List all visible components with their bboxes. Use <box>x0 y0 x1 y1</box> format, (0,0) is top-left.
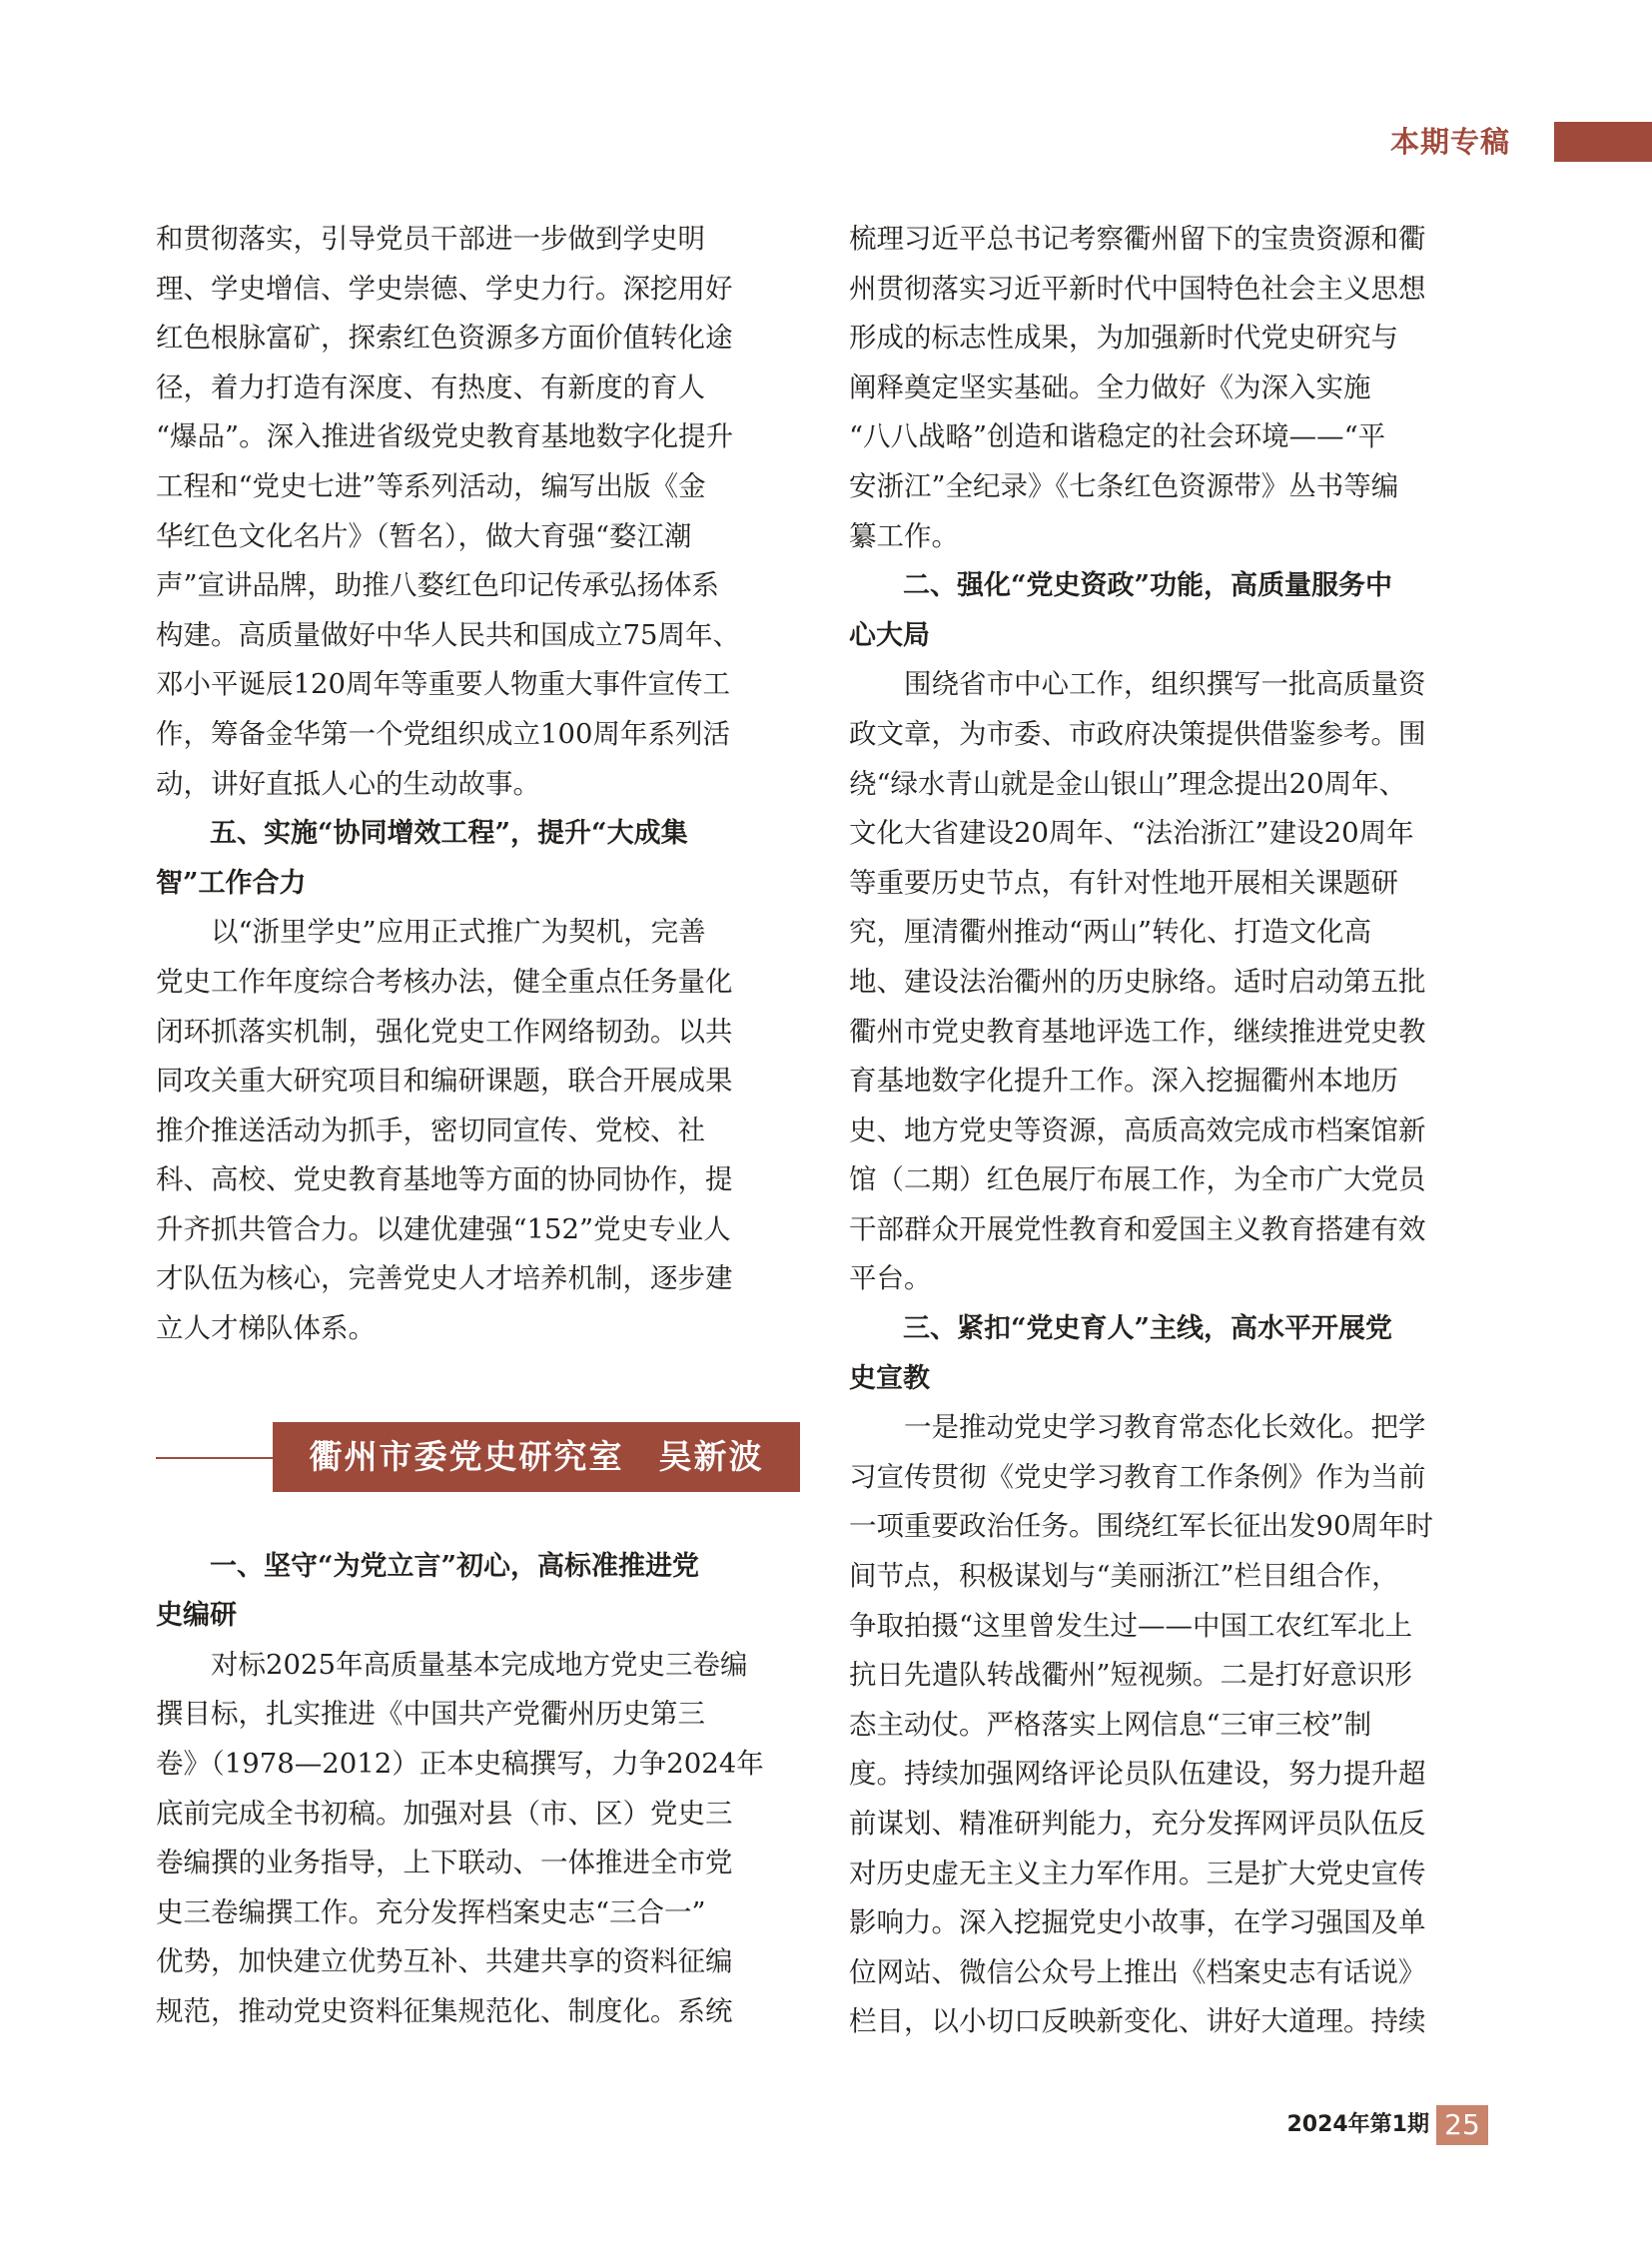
text-line: 撰目标，扎实推进《中国共产党衢州历史第三 <box>156 1698 705 1731</box>
text-line: 文化大省建设20周年、“法治浙江”建设20周年 <box>849 817 1414 850</box>
text-line: 华红色文化名片》（暂名），做大育强“婺江潮 <box>156 519 692 552</box>
text-line: 政文章，为市委、市政府决策提供借鉴参考。围 <box>849 717 1426 750</box>
text-line: 和贯彻落实，引导党员干部进一步做到学史明 <box>156 223 705 255</box>
text-line: 间节点，积极谋划与“美丽浙江”栏目组合作， <box>849 1560 1399 1593</box>
text-line: 等重要历史节点，有针对性地开展相关课题研 <box>849 866 1398 899</box>
author-banner <box>156 1420 800 1542</box>
heading-line: 一、坚守“为党立言”初心，高标准推进党 <box>210 1550 700 1582</box>
section-color-bar <box>1554 122 1652 162</box>
issue-label: 2024年第1期 <box>1286 2112 1429 2137</box>
text-line: 邓小平诞辰120周年等重要人物重大事件宣传工 <box>156 668 730 701</box>
text-line: 阐释奠定坚实基础。全力做好《为深入实施 <box>849 371 1371 403</box>
text-line: 以“浙里学史”应用正式推广为契机，完善 <box>211 916 706 949</box>
text-line: 态主动仗。严格落实上网信息“三审三校”制 <box>849 1708 1372 1741</box>
author-banner-text: 衢州市委党史研究室 吴新波 <box>273 1422 800 1492</box>
text-line: 度。持续加强网络评论员队伍建设，努力提升超 <box>849 1758 1426 1791</box>
text-line: 闭环抓落实机制，强化党史工作网络韧劲。以共 <box>156 1015 733 1048</box>
left-column <box>156 215 800 2082</box>
text-line: 干部群众开展党性教育和爱国主义教育搭建有效 <box>849 1212 1426 1245</box>
heading-line: 五、实施“协同增效工程”，提升“大成集 <box>210 818 688 850</box>
text-line: 党史工作年度综合考核办法，健全重点任务量化 <box>156 965 733 998</box>
text-line: 科、高校、党史教育基地等方面的协同协作，提 <box>156 1163 733 1196</box>
section-heading-2 <box>849 561 1493 660</box>
text-line: 升齐抓共管合力。以建优建强“152”党史专业人 <box>156 1212 731 1245</box>
text-line: 对历史虚无主义主力军作用。三是扩大党史宣传 <box>849 1857 1426 1889</box>
text-line: 抗日先遣队转战衢州”短视频。二是打好意识形 <box>849 1659 1413 1692</box>
text-line: “爆品”。深入推进省级党史教育基地数字化提升 <box>156 420 734 453</box>
text-line: 前谋划、精准研判能力，充分发挥网评员队伍反 <box>849 1808 1426 1840</box>
text-line: 工程和“党史七进”等系列活动，编写出版《金 <box>156 469 706 502</box>
text-line: 育基地数字化提升工作。深入挖掘衢州本地历 <box>849 1065 1398 1098</box>
text-line: 理、学史增信、学史崇德、学史力行。深挖用好 <box>156 272 733 305</box>
text-line: 卷编撰的业务指导，上下联动、一体推进全市党 <box>156 1847 733 1879</box>
text-line: 一是推动党史学习教育常态化长效化。把学 <box>904 1411 1426 1444</box>
text-line: 习宣传贯彻《党史学习教育工作条例》作为当前 <box>849 1460 1426 1493</box>
text-line: 栏目，以小切口反映新变化、讲好大道理。持续 <box>849 2005 1426 2038</box>
text-line: 构建。高质量做好中华人民共和国成立75周年、 <box>156 618 740 651</box>
section-heading-3 <box>849 1304 1493 1403</box>
text-line: 才队伍为核心，完善党史人才培养机制，逐步建 <box>156 1262 733 1295</box>
heading-line: 智”工作合力 <box>156 867 307 899</box>
text-line: 安浙江”全纪录》《七条红色资源带》丛书等编 <box>849 469 1399 502</box>
text-line: 州贯彻落实习近平新时代中国特色社会主义思想 <box>849 272 1426 305</box>
text-line: “八八战略”创造和谐稳定的社会环境——“平 <box>849 420 1386 453</box>
text-line: 优势，加快建立优势互补、共建共享的资料征编 <box>156 1945 733 1978</box>
heading-line: 史编研 <box>156 1600 237 1632</box>
section-label: 本期专稿 <box>1390 125 1511 159</box>
text-line: 史、地方党史等资源，高质高效完成市档案馆新 <box>849 1114 1426 1146</box>
paragraph-2 <box>849 660 1493 1304</box>
text-line: 动，讲好直抵人心的生动故事。 <box>156 767 540 800</box>
page-number: 25 <box>1436 2105 1488 2145</box>
text-line: 梳理习近平总书记考察衢州留下的宝贵资源和衢 <box>849 223 1426 255</box>
text-line: 红色根脉富矿，探索红色资源多方面价值转化途 <box>156 322 733 355</box>
text-line: 对标2025年高质量基本完成地方党史三卷编 <box>211 1648 748 1681</box>
spacer <box>156 1354 800 1420</box>
section-heading-1 <box>156 1542 800 1641</box>
text-line: 径，着力打造有深度、有热度、有新度的育人 <box>156 371 705 403</box>
text-line: 史三卷编撰工作。充分发挥档案史志“三合一” <box>156 1895 706 1928</box>
heading-line: 心大局 <box>849 619 930 651</box>
text-line: 衢州市党史教育基地评选工作，继续推进党史教 <box>849 1015 1426 1048</box>
text-line: 绕“绿水青山就是金山银山”理念提出20周年、 <box>849 767 1407 800</box>
text-line: 一项重要政治任务。围绕红军长征出发90周年时 <box>849 1510 1433 1543</box>
paragraph-3 <box>849 1403 1493 2047</box>
text-line: 作，筹备金华第一个党组织成立100周年系列活 <box>156 717 730 750</box>
text-line: 争取拍摄“这里曾发生过——中国工农红军北上 <box>849 1609 1413 1642</box>
text-line: 影响力。深入挖掘党史小故事，在学习强国及单 <box>849 1906 1426 1939</box>
right-column <box>849 215 1493 2082</box>
section-heading-5 <box>156 809 800 908</box>
text-line: 立人才梯队体系。 <box>156 1312 376 1345</box>
text-line: 推介推送活动为抓手，密切同宣传、党校、社 <box>156 1114 705 1146</box>
heading-line: 三、紧扣“党史育人”主线，高水平开展党 <box>903 1313 1393 1345</box>
text-line: 声”宣讲品牌，助推八婺红色印记传承弘扬体系 <box>156 569 720 602</box>
text-line: 围绕省市中心工作，组织撰写一批高质量资 <box>904 668 1426 701</box>
text-line: 底前完成全书初稿。加强对县（市、区）党史三 <box>156 1797 733 1830</box>
text-line: 卷》（1978—2012）正本史稿撰写，力争2024年 <box>156 1748 764 1781</box>
paragraph-continued <box>849 215 1493 561</box>
text-line: 形成的标志性成果，为加强新时代党史研究与 <box>849 322 1398 355</box>
text-line: 馆（二期）红色展厅布展工作，为全市广大党员 <box>849 1163 1426 1196</box>
text-line: 位网站、微信公众号上推出《档案史志有话说》 <box>849 1955 1426 1988</box>
text-line: 平台。 <box>849 1262 932 1295</box>
text-line: 规范，推动党史资料征集规范化、制度化。系统 <box>156 1995 733 2027</box>
text-line: 地、建设法治衢州的历史脉络。适时启动第五批 <box>849 965 1426 998</box>
text-line: 纂工作。 <box>849 519 959 552</box>
text-line: 究，厘清衢州推动“两山”转化、打造文化高 <box>849 916 1372 949</box>
paragraph-1 <box>156 1641 800 2037</box>
text-line: 同攻关重大研究项目和编研课题，联合开展成果 <box>156 1065 733 1098</box>
heading-line: 史宣教 <box>849 1362 930 1394</box>
heading-line: 二、强化“党史资政”功能，高质量服务中 <box>903 570 1393 602</box>
paragraph-continued <box>156 215 800 809</box>
paragraph-5 <box>156 908 800 1353</box>
